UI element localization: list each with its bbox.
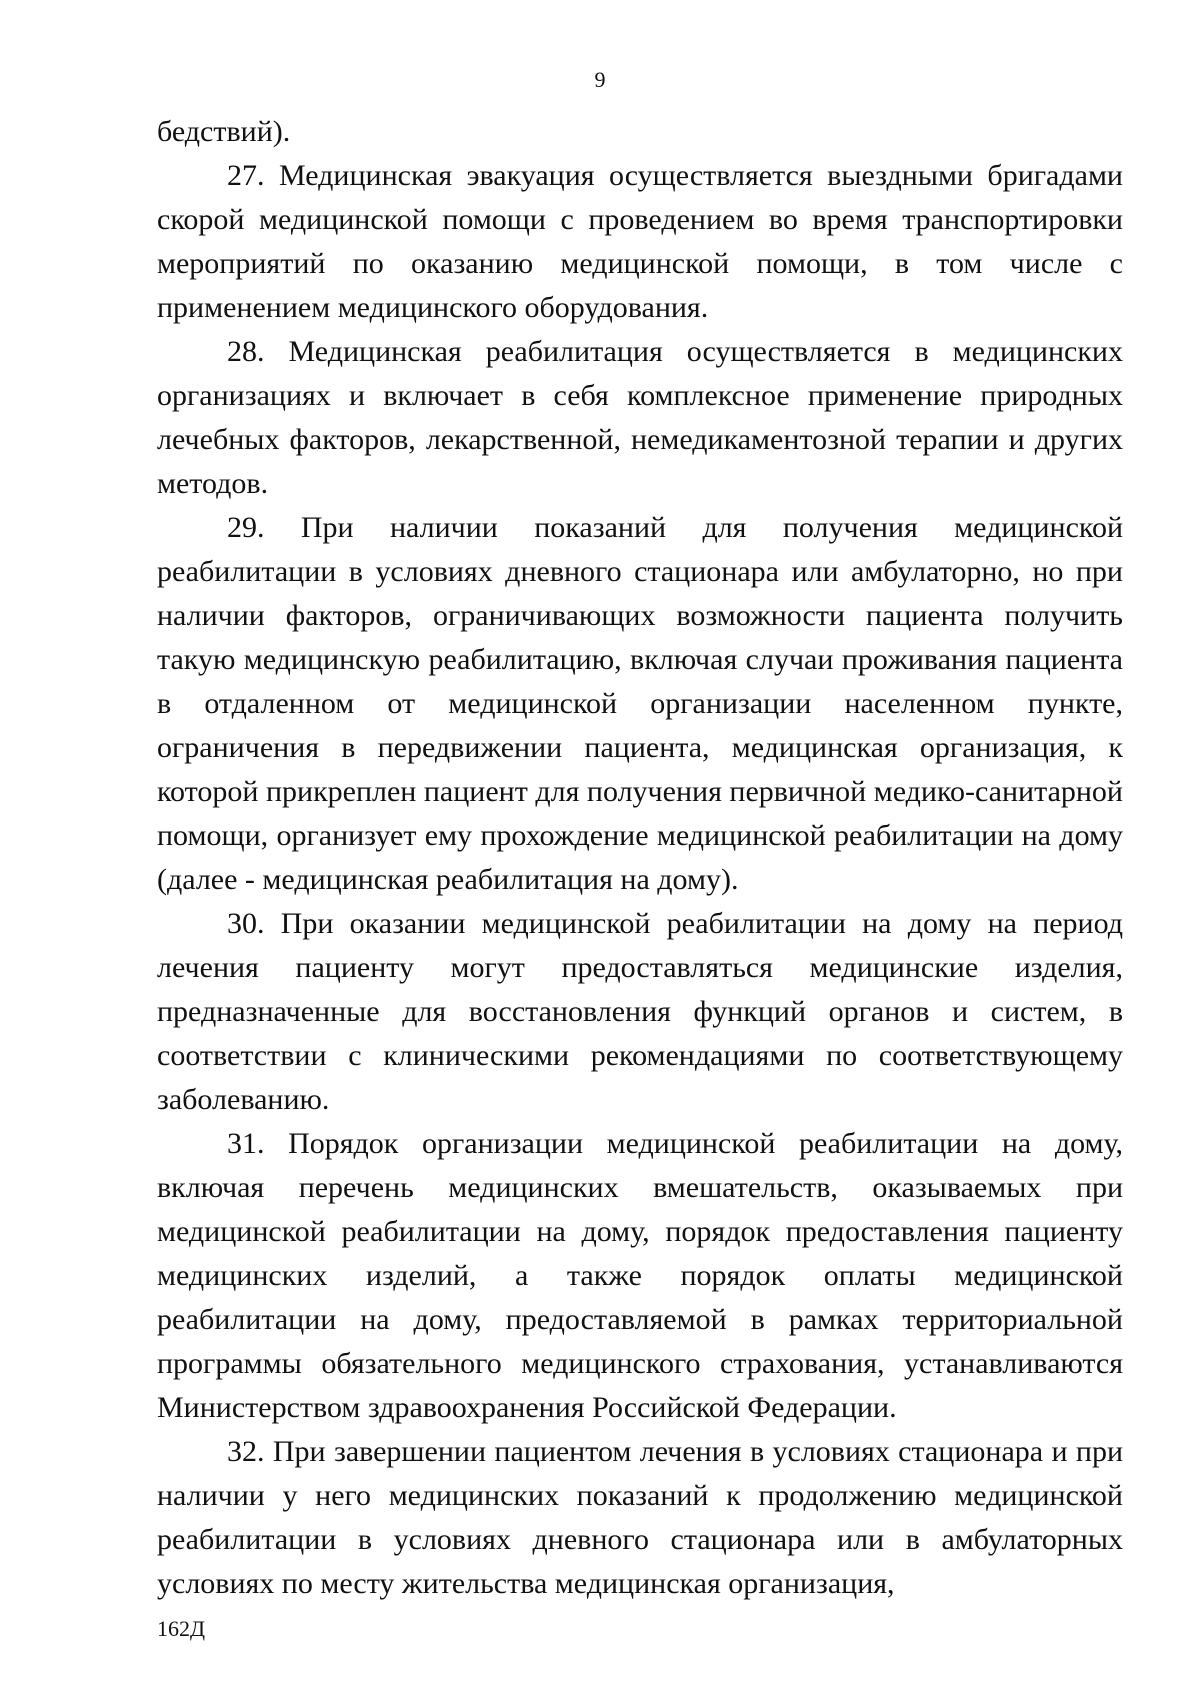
paragraph-29: 29. При наличии показаний для получения медицинской реабилитации в условиях дневного стационара или амбулаторно, но при наличии факторов, ограничивающих возможности пациента получить такую медицинскую реабилитацию, включая случаи проживания пациента в отдаленном от медицинской организации населенном пункте, ограничения в передвижении пациента, медицинская организация, к которой прикреплен пациент для получения первичной медико-санитарной помощи, организует ему прохождение медицинской реабилитации на дому (далее - медицинская реабилитация на дому). bbox=[157, 511, 1123, 896]
paragraph-27: 27. Медицинская эвакуация осуществляется выездными бригадами скорой медицинской помощи с проведением во время транспортировки мероприятий по оказанию медицинской помощи, в том числе с применением медицинского оборудования. bbox=[157, 159, 1123, 324]
paragraph-31: 31. Порядок организации медицинской реабилитации на дому, включая перечень медицинских вмешательств, оказываемых при медицинской реабилитации на дому, порядок предоставления пациенту медицинских изделий, а также порядок оплаты медицинской реабилитации на дому, предоставляемой в рамках территориальной программы обязательного медицинского страхования, устанавливаются Министерством здравоохранения Российской Федерации. bbox=[157, 1127, 1123, 1424]
page-number: 9 bbox=[594, 67, 606, 92]
paragraph-continuation: бедствий). bbox=[157, 115, 291, 148]
paragraph-30: 30. При оказании медицинской реабилитации на дому на период лечения пациенту могут предоставляться медицинские изделия, предназначенные для восстановления функций органов и систем, в соответствии с клиническими рекомендациями по соответствующему заболеванию. bbox=[157, 907, 1123, 1116]
paragraph-28: 28. Медицинская реабилитация осуществляется в медицинских организациях и включает в себя комплексное применение природных лечебных факторов, лекарственной, немедикаментозной терапии и других методов. bbox=[157, 335, 1123, 500]
paragraph-32: 32. При завершении пациентом лечения в условиях стационара и при наличии у него медицинских показаний к продолжению медицинской реабилитации в условиях дневного стационара или в амбулаторных условиях по месту жительства медицинская организация, bbox=[157, 1435, 1123, 1600]
document-body bbox=[157, 110, 1123, 1606]
document-code: 162Д bbox=[157, 1616, 206, 1641]
